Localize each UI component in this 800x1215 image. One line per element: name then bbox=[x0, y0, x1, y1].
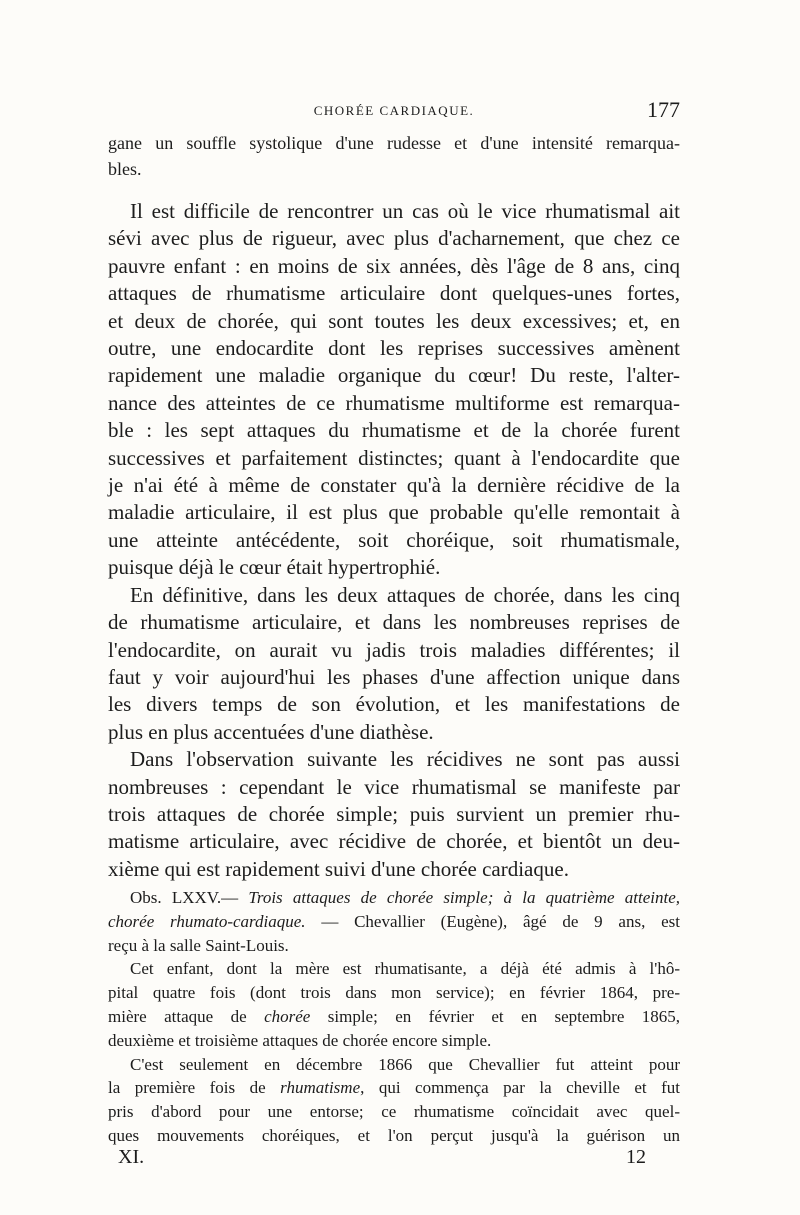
page-footer bbox=[118, 1146, 646, 1176]
text-line: maladie articulaire, il est plus que probable qu'elle remontait à bbox=[108, 500, 680, 525]
intro-paragraph bbox=[108, 130, 680, 182]
text-line: pauvre enfant : en moins de six années, dès l'âge de 8 ans, cinq bbox=[108, 253, 680, 278]
text-line: deuxième et troisième attaques de chorée encore simple. bbox=[108, 1030, 492, 1050]
text-line: reçu à la salle Saint-Louis. bbox=[108, 935, 289, 955]
observation-title: Trois attaques de chorée simple; à la quatrième atteinte, bbox=[248, 888, 681, 907]
text-line: puisque déjà le cœur était hypertrophié. bbox=[108, 555, 441, 580]
text-line: pris d'abord pour une entorse; ce rhumatisme coïncidait avec quel- bbox=[108, 1102, 680, 1122]
text-line: mière attaque de chorée simple; en février et en septembre 1865, bbox=[108, 1006, 681, 1026]
text-line: successives et parfaitement distinctes; quant à l'endocardite que bbox=[108, 445, 680, 470]
text-line: nombreuses : cependant le vice rhumatismal se manifeste par bbox=[108, 774, 680, 799]
text-line: bles. bbox=[108, 159, 142, 179]
text-line: sévi avec plus de rigueur, avec plus d'acharnement, que chez ce bbox=[108, 226, 680, 251]
text-line: faut y voir aujourd'hui les phases d'une affection unique dans bbox=[108, 664, 680, 689]
signature-number: 12 bbox=[626, 1146, 646, 1168]
text-line: outre, une endocardite dont les reprises successives amènent bbox=[108, 336, 680, 361]
running-head: CHORÉE CARDIAQUE. bbox=[313, 103, 475, 118]
text-line: trois attaques de chorée simple; puis survient un premier rhu- bbox=[108, 801, 680, 826]
text-line: pital quatre fois (dont trois dans mon service); en février 1864, pre- bbox=[108, 983, 680, 1003]
page-header bbox=[108, 97, 680, 125]
text-line: ques mouvements choréiques, et l'on perçut jusqu'à la guérison un bbox=[108, 1125, 680, 1145]
text-line: ble : les sept attaques du rhumatisme et de la chorée furent bbox=[108, 418, 680, 443]
text-line: l'endocardite, on aurait vu jadis trois maladies différentes; il bbox=[108, 637, 680, 662]
text-line: de rhumatisme articulaire, et dans les nombreuses reprises de bbox=[108, 610, 680, 635]
text-line: Cet enfant, dont la mère est rhumatisante, a déjà été admis à l'hô- bbox=[130, 959, 680, 979]
text-line: matisme articulaire, avec récidive de chorée, et bientôt un deu- bbox=[108, 829, 680, 854]
text-line: xième qui est rapidement suivi d'une chorée cardiaque. bbox=[108, 856, 569, 881]
text-line: les divers temps de son évolution, et les manifestations de bbox=[108, 692, 680, 717]
text-line: C'est seulement en décembre 1866 que Chevallier fut atteint pour bbox=[130, 1054, 680, 1074]
text-line: gane un souffle systolique d'une rudesse et d'une intensité remarqua- bbox=[108, 133, 680, 153]
text-line: attaques de rhumatisme articulaire dont quelques-unes fortes, bbox=[108, 281, 680, 306]
text-line: une atteinte antécédente, soit choréique, soit rhumatismale, bbox=[108, 527, 680, 552]
observation-title: chorée rhumato-cardiaque. bbox=[108, 911, 306, 931]
observation-text bbox=[108, 886, 680, 1148]
main-text bbox=[108, 198, 680, 883]
text-line: rapidement une maladie organique du cœur! Du reste, l'alter- bbox=[108, 363, 680, 388]
observation-heading bbox=[108, 886, 680, 910]
signature-mark: XI. bbox=[118, 1146, 145, 1168]
text-line: Il est difficile de rencontrer un cas où le vice rhumatismal ait bbox=[130, 199, 680, 223]
text-line: Dans l'observation suivante les récidives ne sont pas aussi bbox=[130, 747, 680, 772]
observation-label: Obs. LXXV.— bbox=[130, 888, 239, 907]
page-number: 177 bbox=[647, 97, 680, 122]
text-line: la première fois de rhumatisme, qui commença par la cheville et fut bbox=[108, 1078, 681, 1098]
text-line: et deux de chorée, qui sont toutes les deux excessives; et, en bbox=[108, 308, 680, 333]
text-line: je n'ai été à même de constater qu'à la dernière récidive de la bbox=[108, 473, 680, 498]
text-line: chorée rhumato-cardiaque. — Chevallier (Eugène), âgé de 9 ans, est bbox=[108, 911, 680, 931]
text-line: plus en plus accentuées d'une diathèse. bbox=[108, 719, 434, 744]
text-line: En définitive, dans les deux attaques de chorée, dans les cinq bbox=[130, 582, 680, 607]
text-line: nance des atteintes de ce rhumatisme multiforme est remarqua- bbox=[108, 390, 680, 415]
